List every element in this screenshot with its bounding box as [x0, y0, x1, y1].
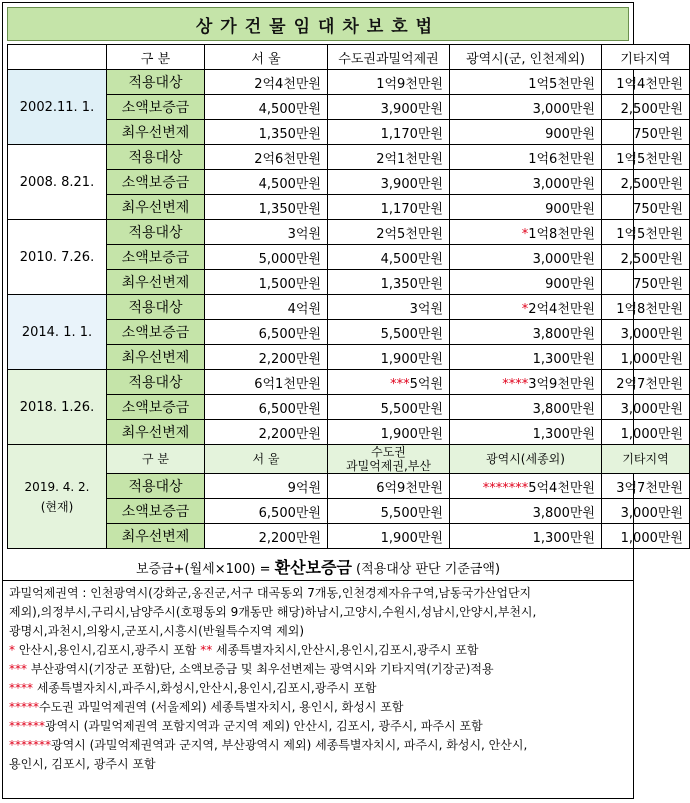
value-cell — [205, 345, 328, 370]
value-cell — [328, 420, 450, 445]
table-row — [8, 70, 690, 95]
value-cell — [450, 120, 602, 145]
value-cell — [450, 345, 602, 370]
footnote-mark: * — [521, 301, 529, 317]
value-cell — [602, 145, 690, 170]
value-cell — [205, 245, 328, 270]
value-text: 3억원 — [287, 226, 321, 242]
footnote-mark: **** — [502, 376, 529, 392]
value-text: 1,500만원 — [258, 276, 321, 292]
document-title: 상가건물임대차보호법 — [7, 7, 629, 41]
value-cell — [450, 474, 602, 499]
table-row — [8, 270, 690, 295]
value-cell — [450, 524, 602, 549]
value-cell — [328, 120, 450, 145]
value-cell — [450, 320, 602, 345]
header-blank — [8, 45, 107, 70]
value-text: 1억9천만원 — [376, 76, 443, 92]
formula-left: 보증금+(월세×100) = — [135, 562, 275, 577]
value-cell — [602, 195, 690, 220]
value-text: 3,800만원 — [532, 326, 595, 342]
value-text: 900만원 — [545, 201, 595, 217]
value-text: 1,350만원 — [258, 201, 321, 217]
period-date-text: 2019. 4. 2. — [24, 479, 90, 494]
value-text: 2,500만원 — [620, 101, 683, 117]
value-text: 3,900만원 — [380, 101, 443, 117]
value-text: 3,000만원 — [532, 176, 595, 192]
value-text: 3억원 — [409, 301, 443, 317]
row-label: 소액보증금 — [107, 499, 205, 524]
value-cell — [602, 70, 690, 95]
value-cell — [205, 320, 328, 345]
value-text: 2억6천만원 — [254, 151, 321, 167]
value-text: 3억9천만원 — [528, 376, 595, 392]
value-text: 3,900만원 — [380, 176, 443, 192]
footnote-line — [9, 622, 627, 641]
value-text: 9억원 — [287, 480, 321, 496]
header-seoul: 서 울 — [205, 445, 328, 474]
value-text: 1,300만원 — [532, 530, 595, 546]
value-cell — [450, 195, 602, 220]
document-page — [2, 2, 683, 799]
value-text: 3,000만원 — [620, 505, 683, 521]
value-text: 3,000만원 — [532, 101, 595, 117]
value-text: 2억4천만원 — [254, 76, 321, 92]
value-cell — [205, 170, 328, 195]
value-cell — [450, 499, 602, 524]
row-label: 소액보증금 — [107, 170, 205, 195]
row-label: 최우선변제 — [107, 270, 205, 295]
value-cell — [205, 95, 328, 120]
value-text: 1,000만원 — [620, 351, 683, 367]
value-cell — [328, 220, 450, 245]
table-row — [8, 345, 690, 370]
value-text: 750만원 — [633, 276, 683, 292]
value-text: 1,000만원 — [620, 530, 683, 546]
value-text: 2억4천만원 — [528, 301, 595, 317]
value-cell — [602, 320, 690, 345]
value-text: 1,300만원 — [532, 351, 595, 367]
table-body — [8, 45, 690, 549]
value-text: 4,500만원 — [258, 101, 321, 117]
table-row — [8, 420, 690, 445]
footnote-mark: * — [521, 226, 529, 242]
value-cell — [205, 524, 328, 549]
table-row — [8, 170, 690, 195]
header-category: 구 분 — [107, 445, 205, 474]
header-metro-city: 광역시(세종외) — [450, 445, 602, 474]
row-label: 최우선변제 — [107, 345, 205, 370]
footnote-line — [9, 584, 627, 603]
value-cell — [602, 95, 690, 120]
value-cell — [328, 295, 450, 320]
footnote-mark: ******* — [9, 738, 51, 752]
value-cell — [205, 195, 328, 220]
value-text: 2,200만원 — [258, 351, 321, 367]
footnotes — [3, 580, 633, 774]
footnote-line — [9, 717, 627, 736]
footnote-text: 수도권 과밀억제권역 (서울제외) 세종특별자치시, 용인시, 화성시 포함 — [39, 700, 404, 714]
value-cell — [602, 120, 690, 145]
table-row — [8, 95, 690, 120]
value-text: 2억1천만원 — [376, 151, 443, 167]
value-cell — [450, 95, 602, 120]
period-date: 2002.11. 1. — [8, 70, 107, 145]
value-text: 1,350만원 — [258, 126, 321, 142]
value-cell — [450, 145, 602, 170]
table-row — [8, 145, 690, 170]
value-text: 2,200만원 — [258, 426, 321, 442]
row-label: 최우선변제 — [107, 524, 205, 549]
row-label: 적용대상 — [107, 145, 205, 170]
value-cell — [205, 145, 328, 170]
row-label: 적용대상 — [107, 295, 205, 320]
row-label: 소액보증금 — [107, 95, 205, 120]
header-other-region: 기타지역 — [602, 445, 690, 474]
value-cell — [205, 370, 328, 395]
row-label: 소액보증금 — [107, 320, 205, 345]
value-cell — [450, 370, 602, 395]
value-cell — [450, 395, 602, 420]
value-text: 6억9천만원 — [376, 480, 443, 496]
value-cell — [450, 270, 602, 295]
footnote-text: 용인시, 김포시, 광주시 포함 — [9, 757, 156, 771]
footnote-text: 세종특별자치시,파주시,화성시,안산시,용인시,김포시,광주시 포함 — [33, 681, 377, 695]
value-cell — [328, 395, 450, 420]
formula-right: (적용대상 판단 기준금액) — [351, 562, 501, 577]
value-cell — [602, 345, 690, 370]
period-date: 2014. 1. 1. — [8, 295, 107, 370]
row-label: 최우선변제 — [107, 120, 205, 145]
value-text: 750만원 — [633, 126, 683, 142]
value-cell — [328, 70, 450, 95]
footnote-text: 세종특별자치시,안산시,용인시,김포시,광주시 포함 — [212, 643, 479, 657]
rent-protection-table — [7, 44, 690, 549]
value-text: 5,000만원 — [258, 251, 321, 267]
value-text: 900만원 — [545, 126, 595, 142]
header-seoul: 서 울 — [205, 45, 328, 70]
value-cell — [602, 370, 690, 395]
period-date: 2018. 1.26. — [8, 370, 107, 445]
period-date: 2008. 8.21. — [8, 145, 107, 220]
value-cell — [602, 245, 690, 270]
value-text: 1억5천만원 — [528, 76, 595, 92]
formula-bold: 환산보증금 — [274, 558, 352, 577]
footnote-mark: ***** — [9, 700, 39, 714]
value-cell — [450, 220, 602, 245]
value-cell — [602, 395, 690, 420]
value-cell — [602, 170, 690, 195]
value-text: 1,900만원 — [380, 426, 443, 442]
period-date: 2010. 7.26. — [8, 220, 107, 295]
value-text: 2,500만원 — [620, 251, 683, 267]
row-label: 소액보증금 — [107, 245, 205, 270]
value-text: 5억4천만원 — [528, 480, 595, 496]
footnote-mark: ****** — [9, 719, 45, 733]
footnote-mark: ** — [200, 643, 213, 657]
value-cell — [328, 524, 450, 549]
footnote-line — [9, 679, 627, 698]
value-text: 6,500만원 — [258, 326, 321, 342]
value-text: 4,500만원 — [258, 176, 321, 192]
value-cell — [205, 295, 328, 320]
value-text: 1,300만원 — [532, 426, 595, 442]
value-text: 5억원 — [409, 376, 443, 392]
footnote-text: 부산광역시(기장군 포함)단, 소액보증금 및 최우선변제는 광역시와 기타지역(기장군)적용 — [27, 662, 494, 676]
value-text: 1,900만원 — [380, 530, 443, 546]
table-header-row-2019 — [8, 445, 690, 474]
value-text: 2,500만원 — [620, 176, 683, 192]
footnote-text: 과밀억제권역 : 인천광역시(강화군,옹진군,서구 대곡동외 7개동,인천경제자유구역,남동국가산업단지 — [9, 586, 532, 600]
value-cell — [205, 474, 328, 499]
value-text: 1억4천만원 — [616, 76, 683, 92]
formula-line — [3, 555, 633, 575]
value-text: 1억5천만원 — [616, 151, 683, 167]
row-label: 최우선변제 — [107, 420, 205, 445]
value-cell — [602, 420, 690, 445]
table-row — [8, 524, 690, 549]
value-text: 3,800만원 — [532, 401, 595, 417]
value-cell — [328, 245, 450, 270]
value-cell — [602, 295, 690, 320]
value-cell — [205, 270, 328, 295]
value-text: 2억7천만원 — [616, 376, 683, 392]
footnote-mark: *** — [9, 662, 27, 676]
footnote-mark: * — [9, 643, 15, 657]
value-text: 1,170만원 — [380, 201, 443, 217]
value-cell — [205, 70, 328, 95]
value-text: 900만원 — [545, 276, 595, 292]
period-date — [8, 445, 107, 549]
value-text: 3,000만원 — [620, 326, 683, 342]
value-text: 3억7천만원 — [616, 480, 683, 496]
header-capital-line1: 수도권 — [371, 445, 406, 459]
value-text: 3,800만원 — [532, 505, 595, 521]
footnote-text: 제외),의정부시,구리시,남양주시(호평동외 9개동만 해당)하남시,고양시,수원시,성남시,안양시,부천시, — [9, 605, 537, 619]
footnote-mark: *** — [390, 376, 410, 392]
value-text: 6억1천만원 — [254, 376, 321, 392]
value-text: 1,900만원 — [380, 351, 443, 367]
value-text: 1,000만원 — [620, 426, 683, 442]
header-capital-area — [328, 445, 450, 474]
value-text: 1억6천만원 — [528, 151, 595, 167]
row-label: 적용대상 — [107, 370, 205, 395]
value-text: 3,000만원 — [620, 401, 683, 417]
value-cell — [328, 195, 450, 220]
header-metro-city: 광역시(군, 인천제외) — [450, 45, 602, 70]
value-text: 1억8천만원 — [528, 226, 595, 242]
value-cell — [602, 220, 690, 245]
value-cell — [328, 145, 450, 170]
footnote-text: 광역시 (과밀억제권역과 군지역, 부산광역시 제외) 세종특별자치시, 파주시, 화성시, 안산시, — [51, 738, 528, 752]
value-cell — [450, 245, 602, 270]
footnote-line — [9, 736, 627, 755]
value-cell — [328, 499, 450, 524]
value-cell — [602, 474, 690, 499]
table-row — [8, 120, 690, 145]
value-text: 5,500만원 — [380, 326, 443, 342]
row-label: 적용대상 — [107, 70, 205, 95]
value-text: 2,200만원 — [258, 530, 321, 546]
value-cell — [328, 370, 450, 395]
row-label: 적용대상 — [107, 220, 205, 245]
value-text: 1억5천만원 — [616, 226, 683, 242]
header-category: 구 분 — [107, 45, 205, 70]
value-cell — [602, 270, 690, 295]
footnote-text: 안산시,용인시,김포시,광주시 포함 — [15, 643, 201, 657]
header-capital-area: 수도권과밀억제권 — [328, 45, 450, 70]
value-cell — [602, 499, 690, 524]
footnote-mark: **** — [9, 681, 33, 695]
value-cell — [328, 270, 450, 295]
value-text: 4억원 — [287, 301, 321, 317]
table-row — [8, 195, 690, 220]
value-text: 4,500만원 — [380, 251, 443, 267]
table-row — [8, 295, 690, 320]
table-row — [8, 370, 690, 395]
row-label: 최우선변제 — [107, 195, 205, 220]
value-cell — [450, 295, 602, 320]
table-row — [8, 474, 690, 499]
table-row — [8, 320, 690, 345]
value-text: 2억5천만원 — [376, 226, 443, 242]
footnote-line — [9, 755, 627, 774]
period-current-label: (현재) — [40, 499, 74, 514]
header-other-region: 기타지역 — [602, 45, 690, 70]
footnote-line — [9, 698, 627, 717]
value-text: 6,500만원 — [258, 505, 321, 521]
value-cell — [328, 474, 450, 499]
value-cell — [205, 420, 328, 445]
value-cell — [450, 170, 602, 195]
value-text: 1억8천만원 — [616, 301, 683, 317]
table-row — [8, 220, 690, 245]
table-header-row — [8, 45, 690, 70]
value-cell — [205, 220, 328, 245]
footnote-line — [9, 660, 627, 679]
table-row — [8, 499, 690, 524]
value-text: 5,500만원 — [380, 401, 443, 417]
row-label: 소액보증금 — [107, 395, 205, 420]
table-row — [8, 395, 690, 420]
value-cell — [450, 420, 602, 445]
footnote-text: 광역시 (과밀억제권역 포함지역과 군지역 제외) 안산시, 김포시, 광주시, 파주시 포함 — [45, 719, 483, 733]
value-cell — [205, 395, 328, 420]
footnote-text: 광명시,과천시,의왕시,군포시,시흥시(반월특수지역 제외) — [9, 624, 305, 638]
value-cell — [328, 320, 450, 345]
value-text: 1,350만원 — [380, 276, 443, 292]
value-cell — [205, 499, 328, 524]
value-cell — [205, 120, 328, 145]
footnote-line — [9, 603, 627, 622]
value-cell — [328, 95, 450, 120]
value-text: 1,170만원 — [380, 126, 443, 142]
value-cell — [328, 170, 450, 195]
value-cell — [328, 345, 450, 370]
value-text: 3,000만원 — [532, 251, 595, 267]
value-cell — [602, 524, 690, 549]
value-cell — [450, 70, 602, 95]
value-text: 5,500만원 — [380, 505, 443, 521]
footnote-line — [9, 641, 627, 660]
footnote-mark: ******* — [482, 480, 529, 496]
value-text: 750만원 — [633, 201, 683, 217]
row-label: 적용대상 — [107, 474, 205, 499]
table-row — [8, 245, 690, 270]
header-capital-line2: 과밀억제권,부산 — [346, 459, 431, 473]
value-text: 6,500만원 — [258, 401, 321, 417]
